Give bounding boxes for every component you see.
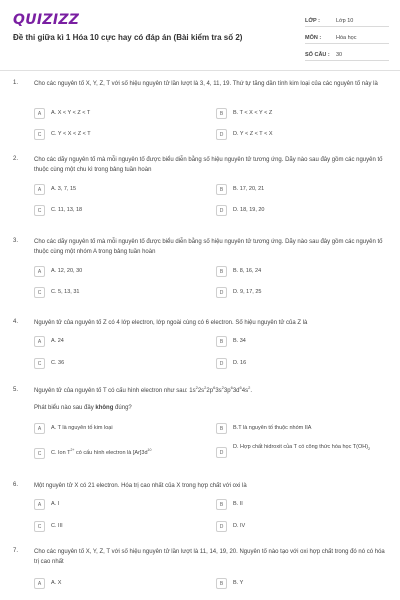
config-term: 2p bbox=[206, 388, 214, 394]
option-text: C. Y < X < Z < T bbox=[51, 131, 91, 137]
config-exponent: 10 bbox=[147, 448, 152, 453]
config-term: 2s bbox=[197, 388, 205, 394]
meta-value: Hóa học bbox=[336, 34, 357, 41]
option-letter: C bbox=[34, 129, 45, 140]
subtext-emphasis: không bbox=[95, 405, 114, 411]
option-letter: B bbox=[216, 578, 227, 589]
subtext-suffix: đúng? bbox=[113, 405, 132, 411]
option-d[interactable] bbox=[216, 357, 386, 370]
option-letter: D bbox=[216, 287, 227, 298]
config-term: 4s bbox=[241, 388, 249, 394]
option-text: D. Y < Z < T < X bbox=[233, 131, 273, 137]
question-text: Cho các nguyên tố X, Y, Z, T với số hiệu nguyên tử lần lượt là 3, 4, 11, 19. Thứ tự tăng dần tính kim loại của các nguyên tố này là bbox=[34, 81, 378, 87]
option-text: B. Y bbox=[233, 580, 244, 586]
config-exponent: 2 bbox=[204, 385, 207, 390]
question-number: 4. bbox=[13, 319, 19, 325]
question-text: Một nguyên tử X có 21 electron. Hóa trị cao nhất của X trong hợp chất với oxi là bbox=[34, 483, 247, 489]
option-letter: A bbox=[34, 266, 45, 277]
meta-row-class bbox=[305, 11, 389, 27]
meta-label: MÔN : bbox=[305, 34, 322, 41]
option-a[interactable] bbox=[34, 498, 204, 511]
config-exponent: 2 bbox=[221, 385, 224, 390]
option-text: D. 9, 17, 25 bbox=[233, 289, 262, 295]
option-letter: B bbox=[216, 108, 227, 119]
config-exponent: 2 bbox=[248, 385, 251, 390]
option-text: B. 17, 20, 21 bbox=[233, 186, 265, 192]
question-subtext bbox=[34, 405, 132, 411]
option-letter: A bbox=[34, 108, 45, 119]
option-a[interactable] bbox=[34, 265, 204, 278]
option-c[interactable] bbox=[34, 357, 204, 370]
option-letter: B bbox=[216, 266, 227, 277]
question-text: Cho các nguyên tố X, Y, Z, T với số hiệu nguyên tử lần lượt là 11, 14, 19, 20. Nguyên tố nào tạo với oxi hợp chất trong đó nó có hóa trị cao nhất bbox=[34, 549, 385, 565]
question-text: Cho các dãy nguyên tố mà mỗi nguyên tố được biểu diễn bằng số hiệu nguyên tử tương ứng. Dãy nào sau đây gồm các nguyên tố thuộc cùng một chu kì trong bảng tuần hoàn bbox=[34, 157, 383, 173]
option-text: A. I bbox=[51, 501, 60, 507]
option-text: C. 11, 13, 18 bbox=[51, 207, 83, 213]
option-a[interactable] bbox=[34, 107, 204, 120]
question-number: 3. bbox=[13, 238, 19, 244]
option-text: A. T là nguyên tố kim loại bbox=[51, 425, 113, 431]
meta-row-count bbox=[305, 45, 389, 61]
config-exponent: 6 bbox=[239, 385, 242, 390]
option-letter: A bbox=[34, 423, 45, 434]
quizizz-logo: QUIZIZZ bbox=[13, 12, 80, 28]
option-text: B. 34 bbox=[233, 338, 246, 344]
option-text: A. X < Y < Z < T bbox=[51, 110, 91, 116]
question-number: 6. bbox=[13, 482, 19, 488]
option-c[interactable] bbox=[34, 447, 204, 460]
option-text bbox=[233, 444, 373, 451]
option-text: D. 16 bbox=[233, 360, 247, 366]
option-letter: B bbox=[216, 184, 227, 195]
config-exponent: 2 bbox=[195, 385, 198, 390]
option-letter: C bbox=[34, 358, 45, 369]
option-text: D. IV bbox=[233, 523, 246, 529]
option-a[interactable] bbox=[34, 335, 204, 348]
option-text: B. 8, 16, 24 bbox=[233, 268, 262, 274]
option-letter: C bbox=[34, 287, 45, 298]
option-text: B. II bbox=[233, 501, 243, 507]
option-b[interactable] bbox=[216, 422, 386, 435]
option-b[interactable] bbox=[216, 498, 386, 511]
option-b[interactable] bbox=[216, 577, 386, 590]
option-text: C. III bbox=[51, 523, 63, 529]
meta-label: SỐ CÂU : bbox=[305, 51, 330, 58]
config-term: 3s bbox=[215, 388, 222, 394]
option-letter: D bbox=[216, 521, 227, 532]
meta-value: Lớp 10 bbox=[336, 17, 354, 24]
header-divider bbox=[0, 70, 400, 71]
option-text-part: C. Ion T bbox=[51, 450, 71, 456]
option-letter: B bbox=[216, 423, 227, 434]
electron-configuration bbox=[189, 385, 251, 394]
question-text bbox=[34, 387, 386, 397]
meta-label: LỚP : bbox=[305, 17, 320, 24]
worksheet-header bbox=[0, 0, 400, 64]
config-exponent: 6 bbox=[213, 385, 216, 390]
option-d[interactable] bbox=[216, 204, 386, 217]
option-text: C. 5, 13, 31 bbox=[51, 289, 80, 295]
option-b[interactable] bbox=[216, 335, 386, 348]
option-text: D. 18, 19, 20 bbox=[233, 207, 265, 213]
option-c[interactable] bbox=[34, 128, 204, 141]
option-text: A. 24 bbox=[51, 338, 64, 344]
option-text: A. 12, 20, 30 bbox=[51, 268, 83, 274]
option-letter: B bbox=[216, 336, 227, 347]
option-letter: B bbox=[216, 499, 227, 510]
option-letter: D bbox=[216, 447, 227, 458]
option-letter: D bbox=[216, 358, 227, 369]
option-b[interactable] bbox=[216, 183, 386, 196]
option-c[interactable] bbox=[34, 520, 204, 533]
option-letter: C bbox=[34, 205, 45, 216]
option-b[interactable] bbox=[216, 107, 386, 120]
worksheet-meta bbox=[305, 11, 389, 61]
question-text: Cho các dãy nguyên tố mà mỗi nguyên tố được biểu diễn bằng số hiệu nguyên tử tương ứng. Dãy nào sau đây gồm các nguyên tố thuộc cùng một nhóm A trong bảng tuần hoàn bbox=[34, 239, 383, 255]
option-b[interactable] bbox=[216, 265, 386, 278]
option-text: B. T < X < Y < Z bbox=[233, 110, 273, 116]
option-text-part: có cấu hình electron là [Ar]3d bbox=[74, 450, 148, 456]
option-c[interactable] bbox=[34, 286, 204, 299]
ion-charge: 2+ bbox=[70, 448, 75, 453]
question-text-prefix: Nguyên tử của nguyên tố T có cấu hình electron như sau: bbox=[34, 388, 190, 394]
option-d[interactable] bbox=[216, 444, 386, 463]
question-text: Nguyên tử của nguyên tố Z có 4 lớp electron, lớp ngoài cùng có 6 electron. Số hiệu nguyên tử của Z là bbox=[34, 320, 308, 326]
meta-row-subject bbox=[305, 28, 389, 44]
question-number: 2. bbox=[13, 156, 19, 162]
config-term: 3p bbox=[223, 388, 231, 394]
option-letter: A bbox=[34, 499, 45, 510]
option-d[interactable] bbox=[216, 286, 386, 299]
option-letter: C bbox=[34, 448, 45, 459]
option-a[interactable] bbox=[34, 183, 204, 196]
option-letter: D bbox=[216, 129, 227, 140]
option-letter: A bbox=[34, 184, 45, 195]
subtext-prefix: Phát biểu nào sau đây bbox=[34, 405, 96, 411]
option-a[interactable] bbox=[34, 577, 204, 590]
worksheet-title: Đề thi giữa kì 1 Hóa 10 cực hay có đáp án (Bài kiểm tra số 2) bbox=[13, 33, 243, 42]
option-letter: A bbox=[34, 578, 45, 589]
option-text: A. 3, 7, 15 bbox=[51, 186, 77, 192]
option-text: C. 36 bbox=[51, 360, 65, 366]
config-term: 3d bbox=[232, 388, 240, 394]
option-text: B.T là nguyên tố thuộc nhóm IIA bbox=[233, 425, 312, 431]
config-exponent: 6 bbox=[230, 385, 233, 390]
question-text-suffix: . bbox=[250, 388, 252, 394]
question-number: 5. bbox=[13, 387, 19, 393]
option-letter: D bbox=[216, 205, 227, 216]
option-text: A. X bbox=[51, 580, 62, 586]
config-term: 1s bbox=[189, 388, 196, 394]
question-number: 7. bbox=[13, 548, 19, 554]
option-letter: A bbox=[34, 336, 45, 347]
option-d[interactable] bbox=[216, 128, 386, 141]
option-text bbox=[51, 450, 151, 457]
option-letter: C bbox=[34, 521, 45, 532]
option-c[interactable] bbox=[34, 204, 204, 217]
question-number: 1. bbox=[13, 80, 19, 86]
subscript: 2 bbox=[368, 447, 371, 452]
option-d[interactable] bbox=[216, 520, 386, 533]
option-text-part: D. Hợp chất hidroxit của T có công thức hóa học T(OH) bbox=[233, 444, 369, 450]
meta-value: 30 bbox=[336, 51, 343, 58]
option-a[interactable] bbox=[34, 422, 204, 435]
